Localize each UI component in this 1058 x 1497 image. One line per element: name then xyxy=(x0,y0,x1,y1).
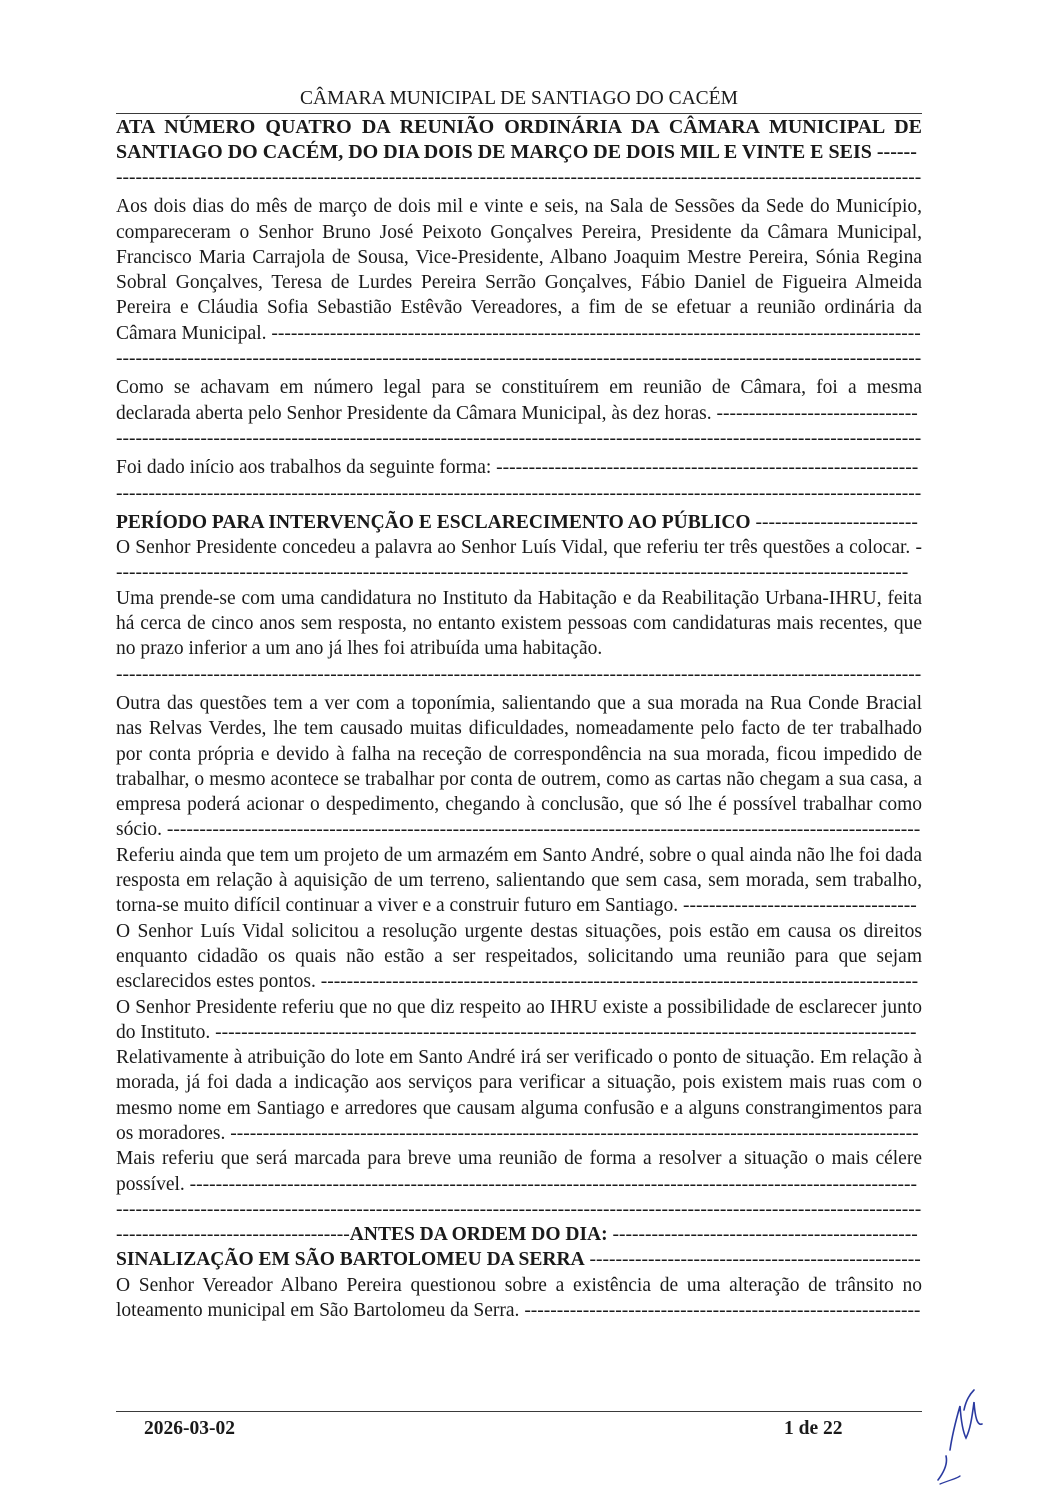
separator-line xyxy=(116,662,922,687)
page-number: 1 de 22 xyxy=(784,1418,843,1439)
agenda-heading: ------------------------------------ANTES DA ORDEM DO DIA: ----------------------------------------------- xyxy=(116,1224,918,1246)
separator-line xyxy=(116,481,922,506)
document-page xyxy=(116,86,922,1323)
paragraph-2: Uma prende-se com uma candidatura no Instituto da Habitação e da Reabilitação Urbana-IHRU, feita há cerca de cinco anos sem resposta, no entanto existem pessoas com candidaturas mais recentes, que no prazo inferior a um ano já lhes foi atribuída uma habitação. xyxy=(116,587,922,660)
page-footer xyxy=(116,1410,922,1442)
separator-line xyxy=(116,426,922,451)
paragraph-9: O Senhor Vereador Albano Pereira questionou sobre a existência de uma alteração de trânsito no loteamento municipal em São Bartolomeu da Serra. ------------------------------------------------------------- xyxy=(116,1274,922,1322)
paragraph-4: Referiu ainda que tem um projeto de um armazém em Santo André, sobre o qual ainda não lhe foi dada resposta em relação à aquisição de um terreno, salientando que sem casa, sem morada, sem trabalho, torna-se muito difícil continuar a viver e a construir futuro em Santiago. ------------------------------------ xyxy=(116,844,922,917)
start-work-paragraph: Foi dado início aos trabalhos da seguinte forma: ----------------------------------------------------------------- xyxy=(116,457,919,479)
institution-title: CÂMARA MUNICIPAL DE SANTIAGO DO CACÉM xyxy=(300,88,738,109)
separator-line xyxy=(116,165,922,190)
footer-date: 2026-03-02 xyxy=(144,1418,235,1439)
public-period-heading: PERÍODO PARA INTERVENÇÃO E ESCLARECIMENTO AO PÚBLICO ------------------------- xyxy=(116,511,918,533)
header-rule xyxy=(116,113,922,114)
opening-paragraph: Como se achavam em número legal para se constituírem em reunião de Câmara, foi a mesma declarada aberta pelo Senhor Presidente da Câmara Municipal, às dez horas. ------------------------------- xyxy=(116,377,922,424)
signature-mark xyxy=(930,1380,990,1490)
paragraph-8: Mais referiu que será marcada para breve uma reunião de forma a resolver a situação o mais célere possível. ---------------------------------------------------------------------------------------------------------------- xyxy=(116,1148,922,1195)
paragraph-3: Outra das questões tem a ver com a toponímia, salientando que a sua morada na Rua Conde Bracial nas Relvas Verdes, lhe tem causado muitas dificuldades, nomeadamente pelo facto de ter trabalhado por conta própria e devido à falha na receção de correspondência na sua morada, ficou impedido de trabalhar, o mesmo acontece se trabalhar por conta de outrem, como as cartas não chegam a sua casa, a empresa poderá acionar o despedimento, chegando à conclusão, que só lhe é possível trabalhar como sócio. -------------------------------------------------------------------------------------------------------------------- xyxy=(116,692,922,841)
attendance-paragraph: Aos dois dias do mês de março de dois mil e vinte e seis, na Sala de Sessões da Sede do Município, compareceram o Senhor Bruno José Peixoto Gonçalves Pereira, Presidente da Câmara Municipal, Francisco Maria Carrajola de Sousa, Vice-Presidente, Albano Joaquim Mestre Pereira, Sónia Regina Sobral Gonçalves, Teresa de Lurdes Pereira Serrão Gonçalves, Fábio Daniel de Figueira Almeida Pereira e Cláudia Sofia Sebastião Estêvão Vereadores, a fim de se efetuar a reunião ordinária da Câmara Municipal. ---------------------------------------------------------------------------------------------------- xyxy=(116,196,922,344)
separator-line xyxy=(116,346,922,371)
paragraph-1: O Senhor Presidente concedeu a palavra ao Senhor Luís Vidal, que referiu ter três questões a colocar. --------------------------------------------------------------------------------------------------------------------------- xyxy=(116,537,922,584)
ata-title: ATA NÚMERO QUATRO DA REUNIÃO ORDINÁRIA DA CÂMARA MUNICIPAL DE SANTIAGO DO CACÉM, DO DIA DOIS DE MARÇO DE DOIS MIL E VINTE E SEIS ------ xyxy=(116,116,922,163)
paragraph-6: O Senhor Presidente referiu que no que diz respeito ao IHRU existe a possibilidade de esclarecer junto do Instituto. ------------------------------------------------------------------------------------------------------------ xyxy=(116,996,922,1043)
paragraph-7: Relativamente à atribuição do lote em Santo André irá ser verificado o ponto de situação. Em relação à morada, já foi dada a indicação aos serviços para verificar a situação, pois existem mais ruas com o mesmo nome em Santiago e arredores que causam alguma confusão e a alguns constrangimentos para os moradores. ---------------------------------------------------------------------------------------------------------- xyxy=(116,1047,922,1144)
separator-line xyxy=(116,1197,922,1222)
paragraph-5: O Senhor Luís Vidal solicitou a resolução urgente destas situações, pois estão em causa os direitos enquanto cidadão os quais não estão a ser respeitados, solicitando uma reunião para que sejam esclarecidos estes pontos. -------------------------------------------------------------------------------------------- xyxy=(116,920,922,993)
signage-heading: SINALIZAÇÃO EM SÃO BARTOLOMEU DA SERRA --------------------------------------------------- xyxy=(116,1249,921,1271)
